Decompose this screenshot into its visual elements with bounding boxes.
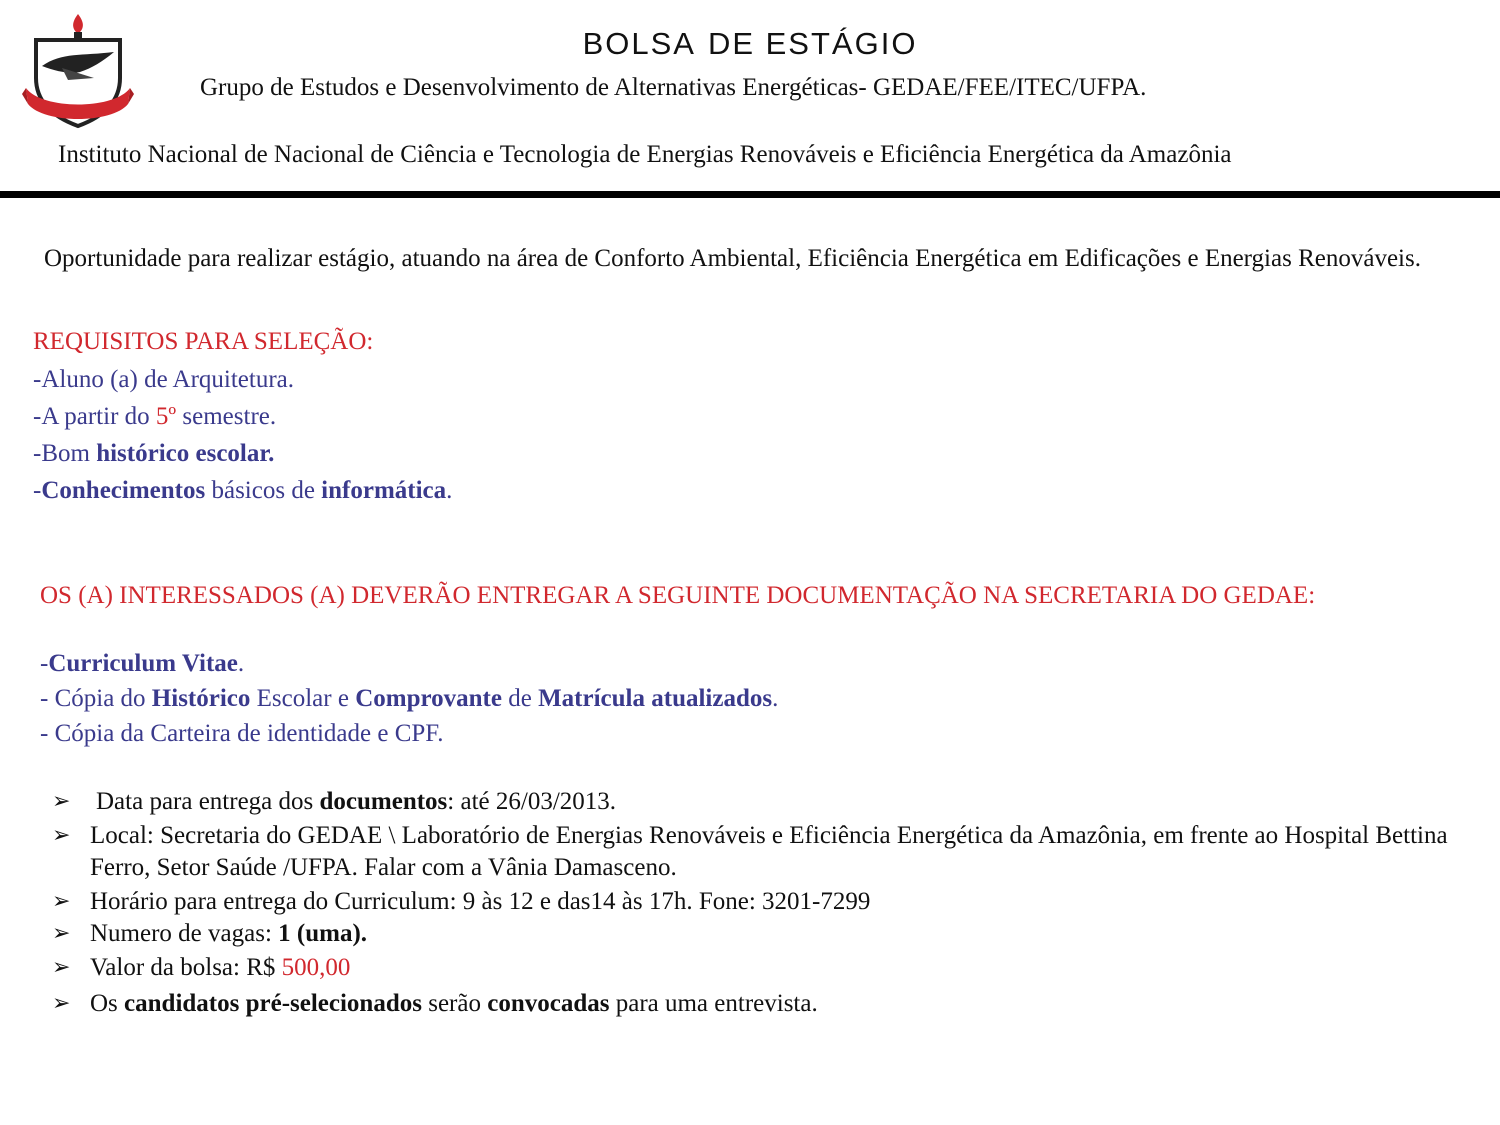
bullet-vacancies: ➢ Numero de vagas: 1 (uma). bbox=[52, 918, 1452, 952]
requirement-item: -Aluno (a) de Arquitetura. bbox=[33, 366, 295, 393]
arrow-bullet-icon: ➢ bbox=[52, 789, 71, 814]
requirements-list bbox=[33, 364, 452, 512]
arrow-bullet-icon: ➢ bbox=[52, 991, 71, 1016]
arrow-bullet-icon: ➢ bbox=[52, 921, 71, 946]
bullet-interview: ➢ Os candidatos pré-selecionados serão convocadas para uma entrevista. bbox=[52, 988, 1452, 1022]
group-subtitle: Grupo de Estudos e Desenvolvimento de Alternativas Energéticas- GEDAE/FEE/ITEC/UFPA. bbox=[200, 74, 1147, 101]
title-word-1: BOLSA bbox=[582, 26, 696, 61]
intro-paragraph: Oportunidade para realizar estágio, atuando na área de Conforto Ambiental, Eficiência Energética em Edificações e Energias Renováveis. bbox=[44, 245, 1421, 272]
requirement-item: -Conhecimentos básicos de informática. bbox=[33, 477, 453, 504]
requirements-heading: REQUISITOS PARA SELEÇÃO: bbox=[33, 328, 374, 355]
arrow-bullet-icon: ➢ bbox=[52, 889, 71, 914]
arrow-bullet-icon: ➢ bbox=[52, 955, 71, 980]
institute-subtitle: Instituto Nacional de Nacional de Ciência e Tecnologia de Energias Renováveis e Eficiência Energética da Amazônia bbox=[58, 141, 1232, 168]
document-item: - Cópia da Carteira de identidade e CPF. bbox=[40, 720, 444, 747]
bullet-hours: ➢ Horário para entrega do Curriculum: 9 às 12 e das14 às 17h. Fone: 3201-7299 bbox=[52, 886, 1452, 918]
document-item: - Cópia do Histórico Escolar e Comprovante de Matrícula atualizados. bbox=[40, 685, 779, 712]
documents-heading: OS (A) INTERESSADOS (A) DEVERÃO ENTREGAR A SEGUINTE DOCUMENTAÇÃO NA SECRETARIA DO GEDAE: bbox=[40, 582, 1316, 609]
document-item: -Curriculum Vitae. bbox=[40, 650, 245, 677]
page-title bbox=[0, 26, 1500, 62]
bullet-location: ➢ Local: Secretaria do GEDAE \ Laboratório de Energias Renováveis e Eficiência Energética da Amazônia, em frente ao Hospital Bettina Ferro, Setor Saúde /UFPA. Falar com a Vânia Damasceno. bbox=[52, 822, 1448, 881]
requirement-item: -Bom histórico escolar. bbox=[33, 440, 275, 467]
bullet-stipend: ➢ Valor da bolsa: R$ 500,00 bbox=[52, 952, 1452, 988]
documents-list bbox=[40, 648, 778, 753]
info-bullet-list bbox=[52, 786, 1452, 1022]
title-word-2: DE ESTÁGIO bbox=[707, 26, 918, 61]
arrow-bullet-icon: ➢ bbox=[52, 823, 71, 848]
requirement-item: -A partir do 5º semestre. bbox=[33, 403, 277, 430]
header-divider bbox=[0, 191, 1500, 198]
bullet-delivery-date: ➢ Data para entrega dos documentos: até 26/03/2013. bbox=[52, 786, 1452, 820]
